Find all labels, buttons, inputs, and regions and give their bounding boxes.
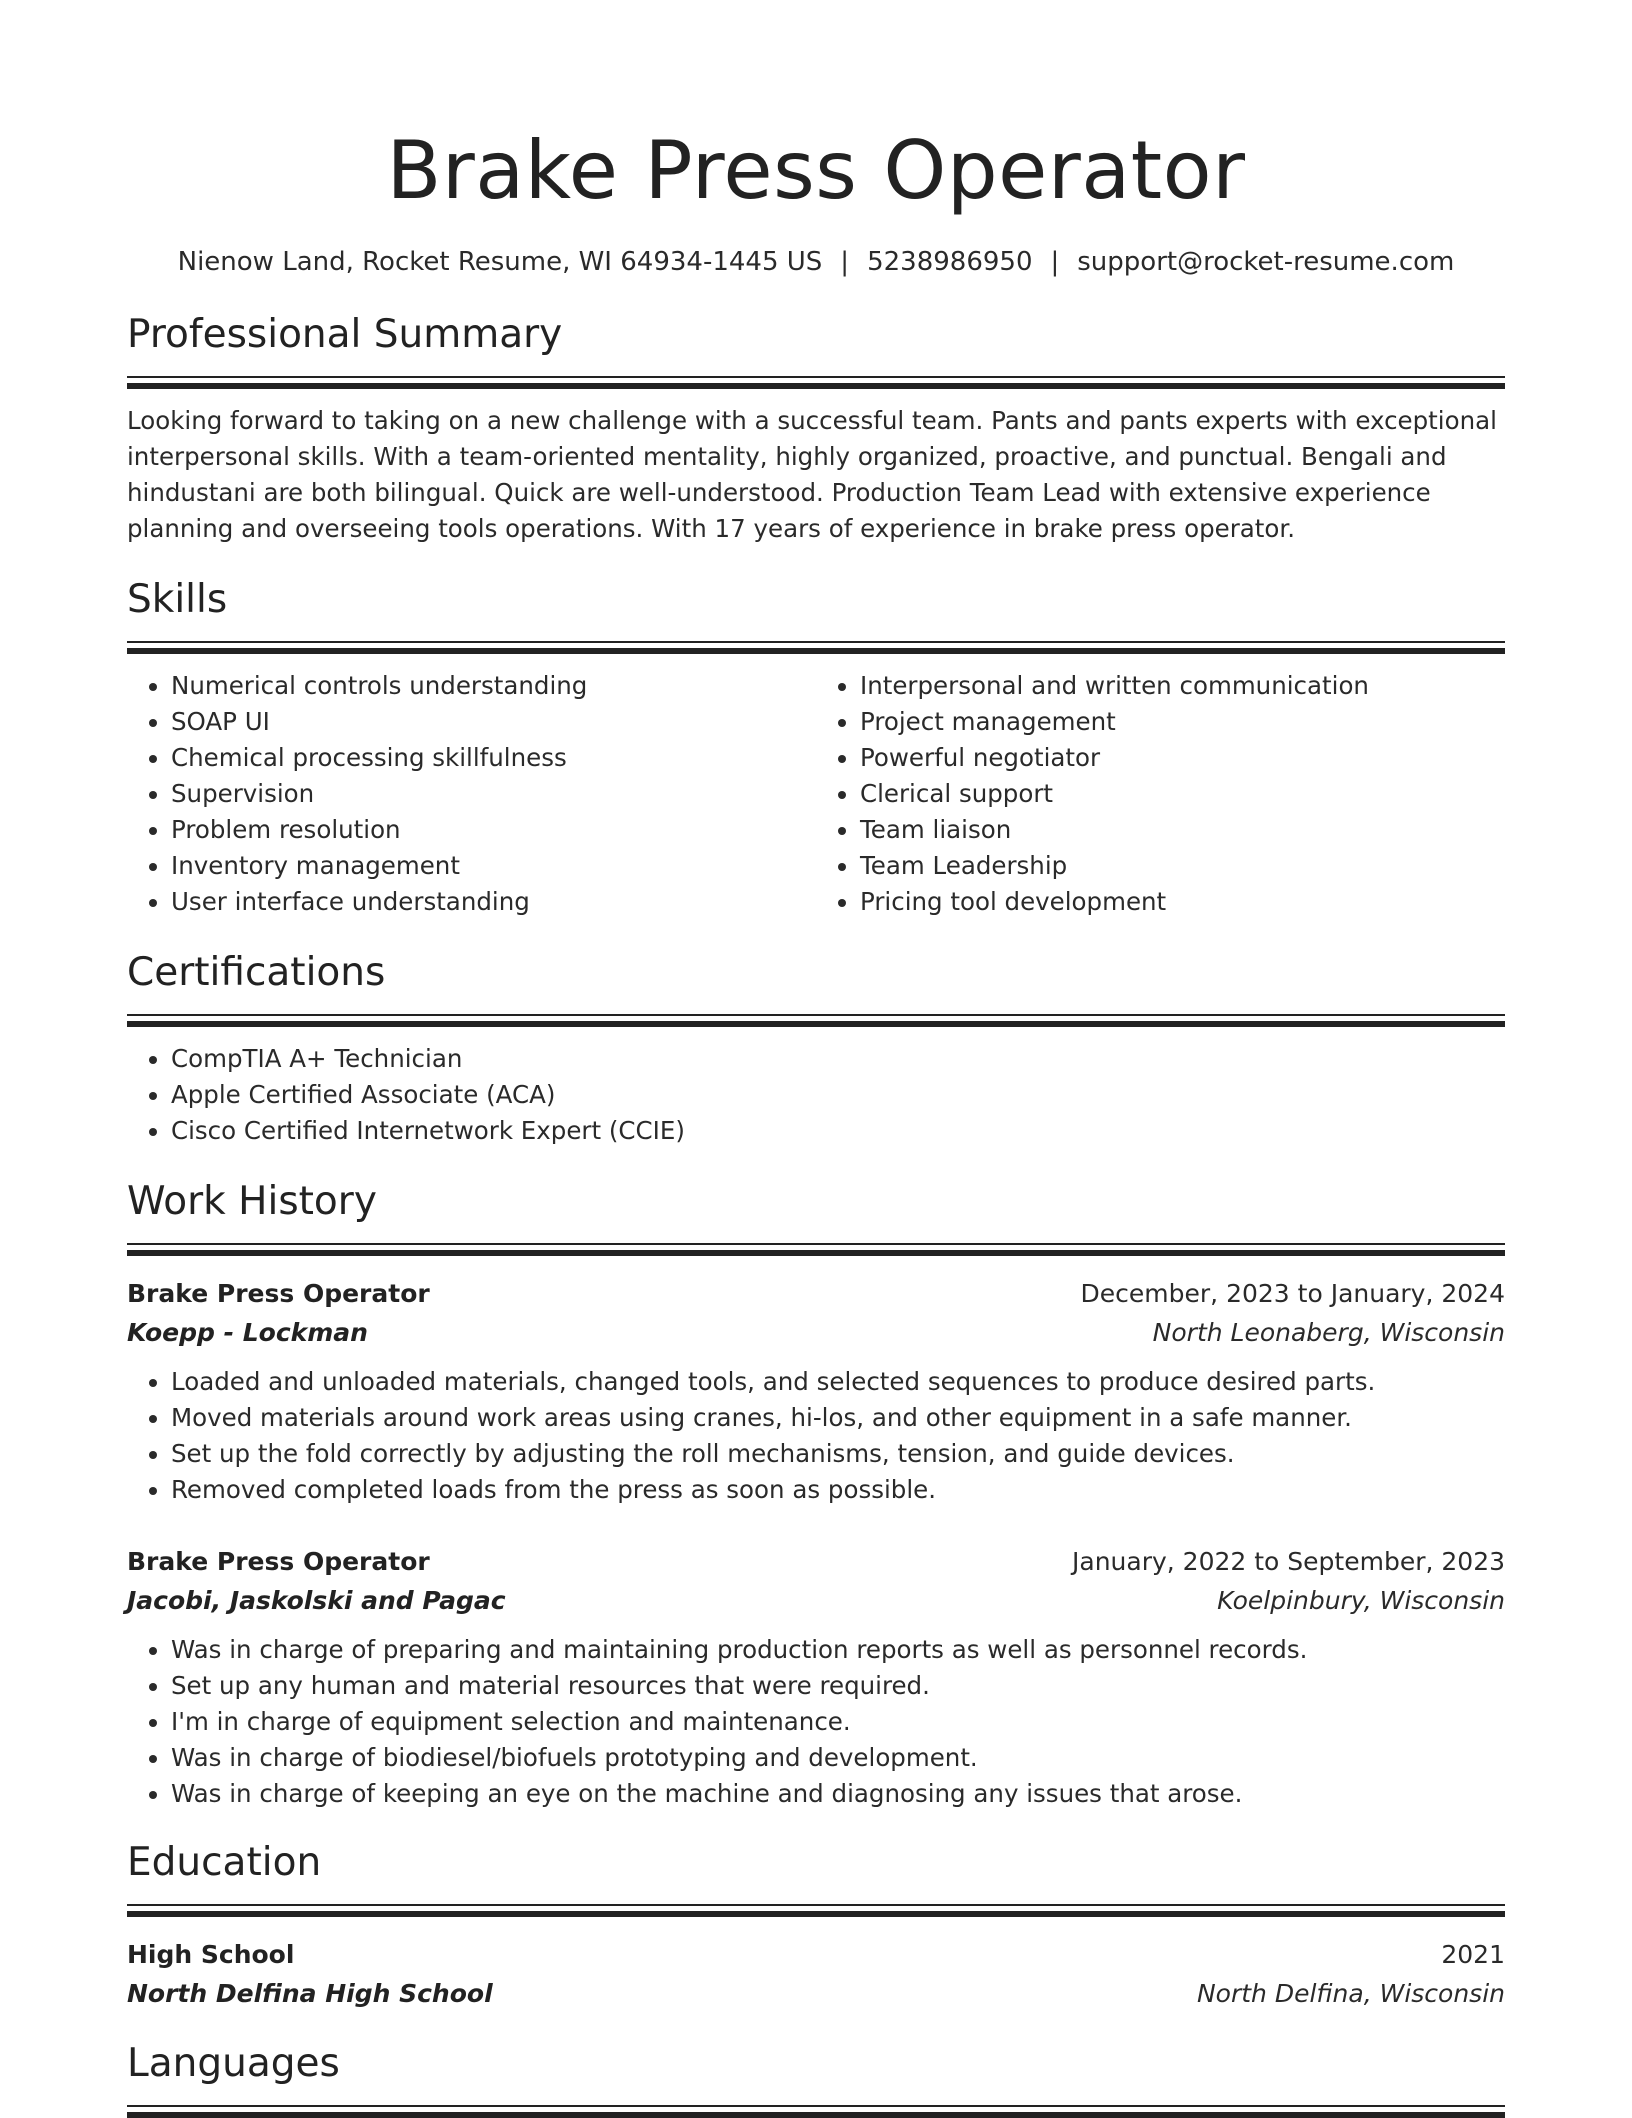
education-location: North Delfina, Wisconsin (1196, 1979, 1505, 2008)
summary-section (127, 310, 1505, 547)
resume-title: Brake Press Operator (386, 124, 1246, 217)
job-duty: • Was in charge of biodiesel/biofuels prototyping and development. (171, 1740, 1505, 1776)
job-duty: • Moved materials around work areas using cranes, hi-los, and other equipment in a safe manner. (171, 1400, 1505, 1436)
job-duty: • Set up any human and material resources that were required. (171, 1668, 1505, 1704)
job-header-row (127, 1274, 1505, 1313)
contact-address: Nienow Land, Rocket Resume, WI 64934-1445 US (177, 247, 823, 277)
job-duty: • Loaded and unloaded materials, changed tools, and selected sequences to produce desired parts. (171, 1364, 1505, 1400)
job-subheader-row (127, 1581, 1505, 1620)
job-duty: • Was in charge of preparing and maintaining production reports as well as personnel records. (171, 1632, 1505, 1668)
skill-item: • User interface understanding (171, 884, 816, 920)
skill-item: • Team liaison (860, 812, 1505, 848)
section-heading-work-history: Work History (127, 1179, 377, 1224)
summary-text: Looking forward to taking on a new challenge with a successful team. Pants and pants experts with exceptional interpersonal skills. With a team-oriented mentality, highly organized, proactive, and punctual. Bengali and hindustani are both bilingual. Quick are well-understood. Production Team Lead with extensive experience planning and overseeing tools operations. With 17 years of experience in brake press operator. (127, 406, 1497, 543)
languages-section (127, 2039, 1505, 2118)
skill-item: • Powerful negotiator (860, 740, 1505, 776)
section-heading-summary: Professional Summary (127, 312, 563, 357)
job-company: Koepp - Lockman (127, 1318, 368, 1347)
education-entry (127, 1935, 1505, 2013)
skill-item: • Pricing tool development (860, 884, 1505, 920)
section-divider (127, 641, 1505, 654)
certifications-list (127, 1041, 1505, 1149)
skills-section (127, 575, 1505, 920)
certification-item: • Cisco Certified Internetwork Expert (CCIE) (171, 1113, 1505, 1149)
job-duty: • Set up the fold correctly by adjusting the roll mechanisms, tension, and guide devices. (171, 1436, 1505, 1472)
job-entry (127, 1274, 1505, 1508)
skills-grid (127, 668, 1505, 920)
skill-item: • Supervision (171, 776, 816, 812)
job-subheader-row (127, 1313, 1505, 1352)
job-location: Koelpinbury, Wisconsin (1217, 1586, 1505, 1615)
education-section (127, 1838, 1505, 2013)
skill-item: • Problem resolution (171, 812, 816, 848)
job-dates: December, 2023 to January, 2024 (1080, 1279, 1505, 1308)
certification-item: • Apple Certified Associate (ACA) (171, 1077, 1505, 1113)
skill-item: • Clerical support (860, 776, 1505, 812)
job-duties-list (127, 1632, 1505, 1812)
skill-item: • Interpersonal and written communication (860, 668, 1505, 704)
skill-item: • SOAP UI (171, 704, 816, 740)
certification-item: • CompTIA A+ Technician (171, 1041, 1505, 1077)
education-subheader-row (127, 1974, 1505, 2013)
skills-list-left (127, 668, 816, 920)
job-dates: January, 2022 to September, 2023 (1072, 1547, 1505, 1576)
job-company: Jacobi, Jaskolski and Pagac (127, 1586, 506, 1615)
job-title: Brake Press Operator (127, 1279, 430, 1308)
work-history-section (127, 1177, 1505, 1812)
education-year: 2021 (1441, 1940, 1505, 1969)
section-divider (127, 1904, 1505, 1917)
job-duty: • Removed completed loads from the press as soon as possible. (171, 1472, 1505, 1508)
skill-item: • Team Leadership (860, 848, 1505, 884)
job-entry (127, 1542, 1505, 1812)
job-location: North Leonaberg, Wisconsin (1152, 1318, 1505, 1347)
section-divider (127, 376, 1505, 389)
education-school: North Delfina High School (127, 1979, 493, 2008)
section-heading-skills: Skills (127, 577, 228, 622)
contact-separator: | (840, 247, 850, 277)
job-title: Brake Press Operator (127, 1547, 430, 1576)
section-divider (127, 1014, 1505, 1027)
skill-item: • Numerical controls understanding (171, 668, 816, 704)
contact-separator: | (1050, 247, 1060, 277)
section-heading-languages: Languages (127, 2041, 340, 2086)
education-degree: High School (127, 1940, 295, 1969)
contact-phone: 5238986950 (867, 247, 1033, 277)
education-header-row (127, 1935, 1505, 1974)
section-divider (127, 1243, 1505, 1256)
skill-item: • Chemical processing skillfulness (171, 740, 816, 776)
skill-item: • Project management (860, 704, 1505, 740)
contact-line (127, 244, 1505, 280)
job-duties-list (127, 1364, 1505, 1508)
section-heading-certifications: Certifications (127, 950, 386, 995)
skill-item: • Inventory management (171, 848, 816, 884)
job-duty: • I'm in charge of equipment selection and maintenance. (171, 1704, 1505, 1740)
job-header-row (127, 1542, 1505, 1581)
certifications-section (127, 948, 1505, 1149)
job-duty: • Was in charge of keeping an eye on the machine and diagnosing any issues that arose. (171, 1776, 1505, 1812)
skills-list-right (816, 668, 1505, 920)
section-heading-education: Education (127, 1840, 322, 1885)
contact-email: support@rocket-resume.com (1077, 247, 1455, 277)
